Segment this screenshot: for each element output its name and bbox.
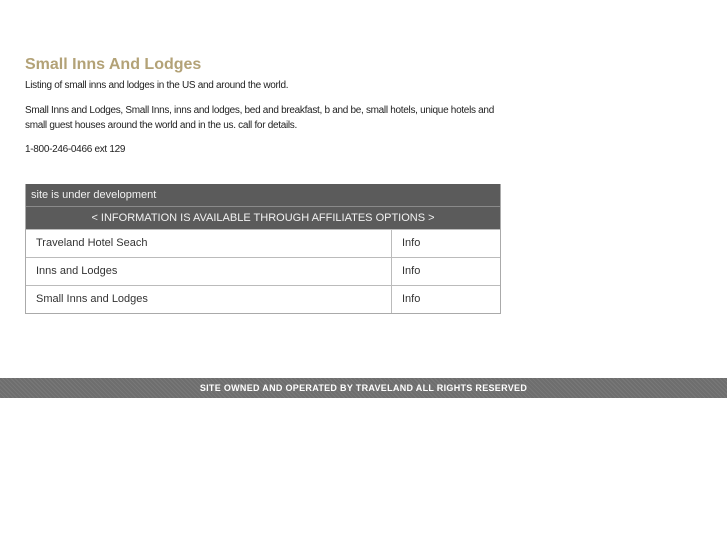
table-row [26, 229, 500, 257]
info-link[interactable]: Info [402, 237, 421, 249]
table-row [26, 257, 500, 285]
info-link[interactable]: Info [402, 265, 421, 277]
affiliate-link-traveland-hotel-search[interactable]: Traveland Hotel Seach [26, 230, 392, 257]
affiliate-link-small-inns-and-lodges[interactable]: Small Inns and Lodges [26, 286, 392, 313]
footer-text: SITE OWNED AND OPERATED BY TRAVELAND ALL RIGHTS RESERVED [199, 383, 528, 393]
affiliates-header: < INFORMATION IS AVAILABLE THROUGH AFFILIATES OPTIONS > [26, 207, 500, 229]
affiliate-link-inns-and-lodges[interactable]: Inns and Lodges [26, 258, 392, 285]
page-subtitle: Listing of small inns and lodges in the US and around the world. [25, 80, 289, 91]
affiliates-table [25, 184, 501, 314]
info-link[interactable]: Info [402, 293, 421, 305]
table-row [26, 285, 500, 313]
footer-bar [0, 378, 727, 398]
page-title: Small Inns And Lodges [25, 56, 202, 73]
intro-section [25, 55, 505, 157]
phone-number: 1-800-246-0466 ext 129 [25, 144, 126, 155]
page-description: Small Inns and Lodges, Small Inns, inns and lodges, bed and breakfast, b and be, small hotels, unique hotels and small guest houses around the world and in the us. call for details. [25, 105, 494, 131]
status-header: site is under development [26, 184, 500, 207]
